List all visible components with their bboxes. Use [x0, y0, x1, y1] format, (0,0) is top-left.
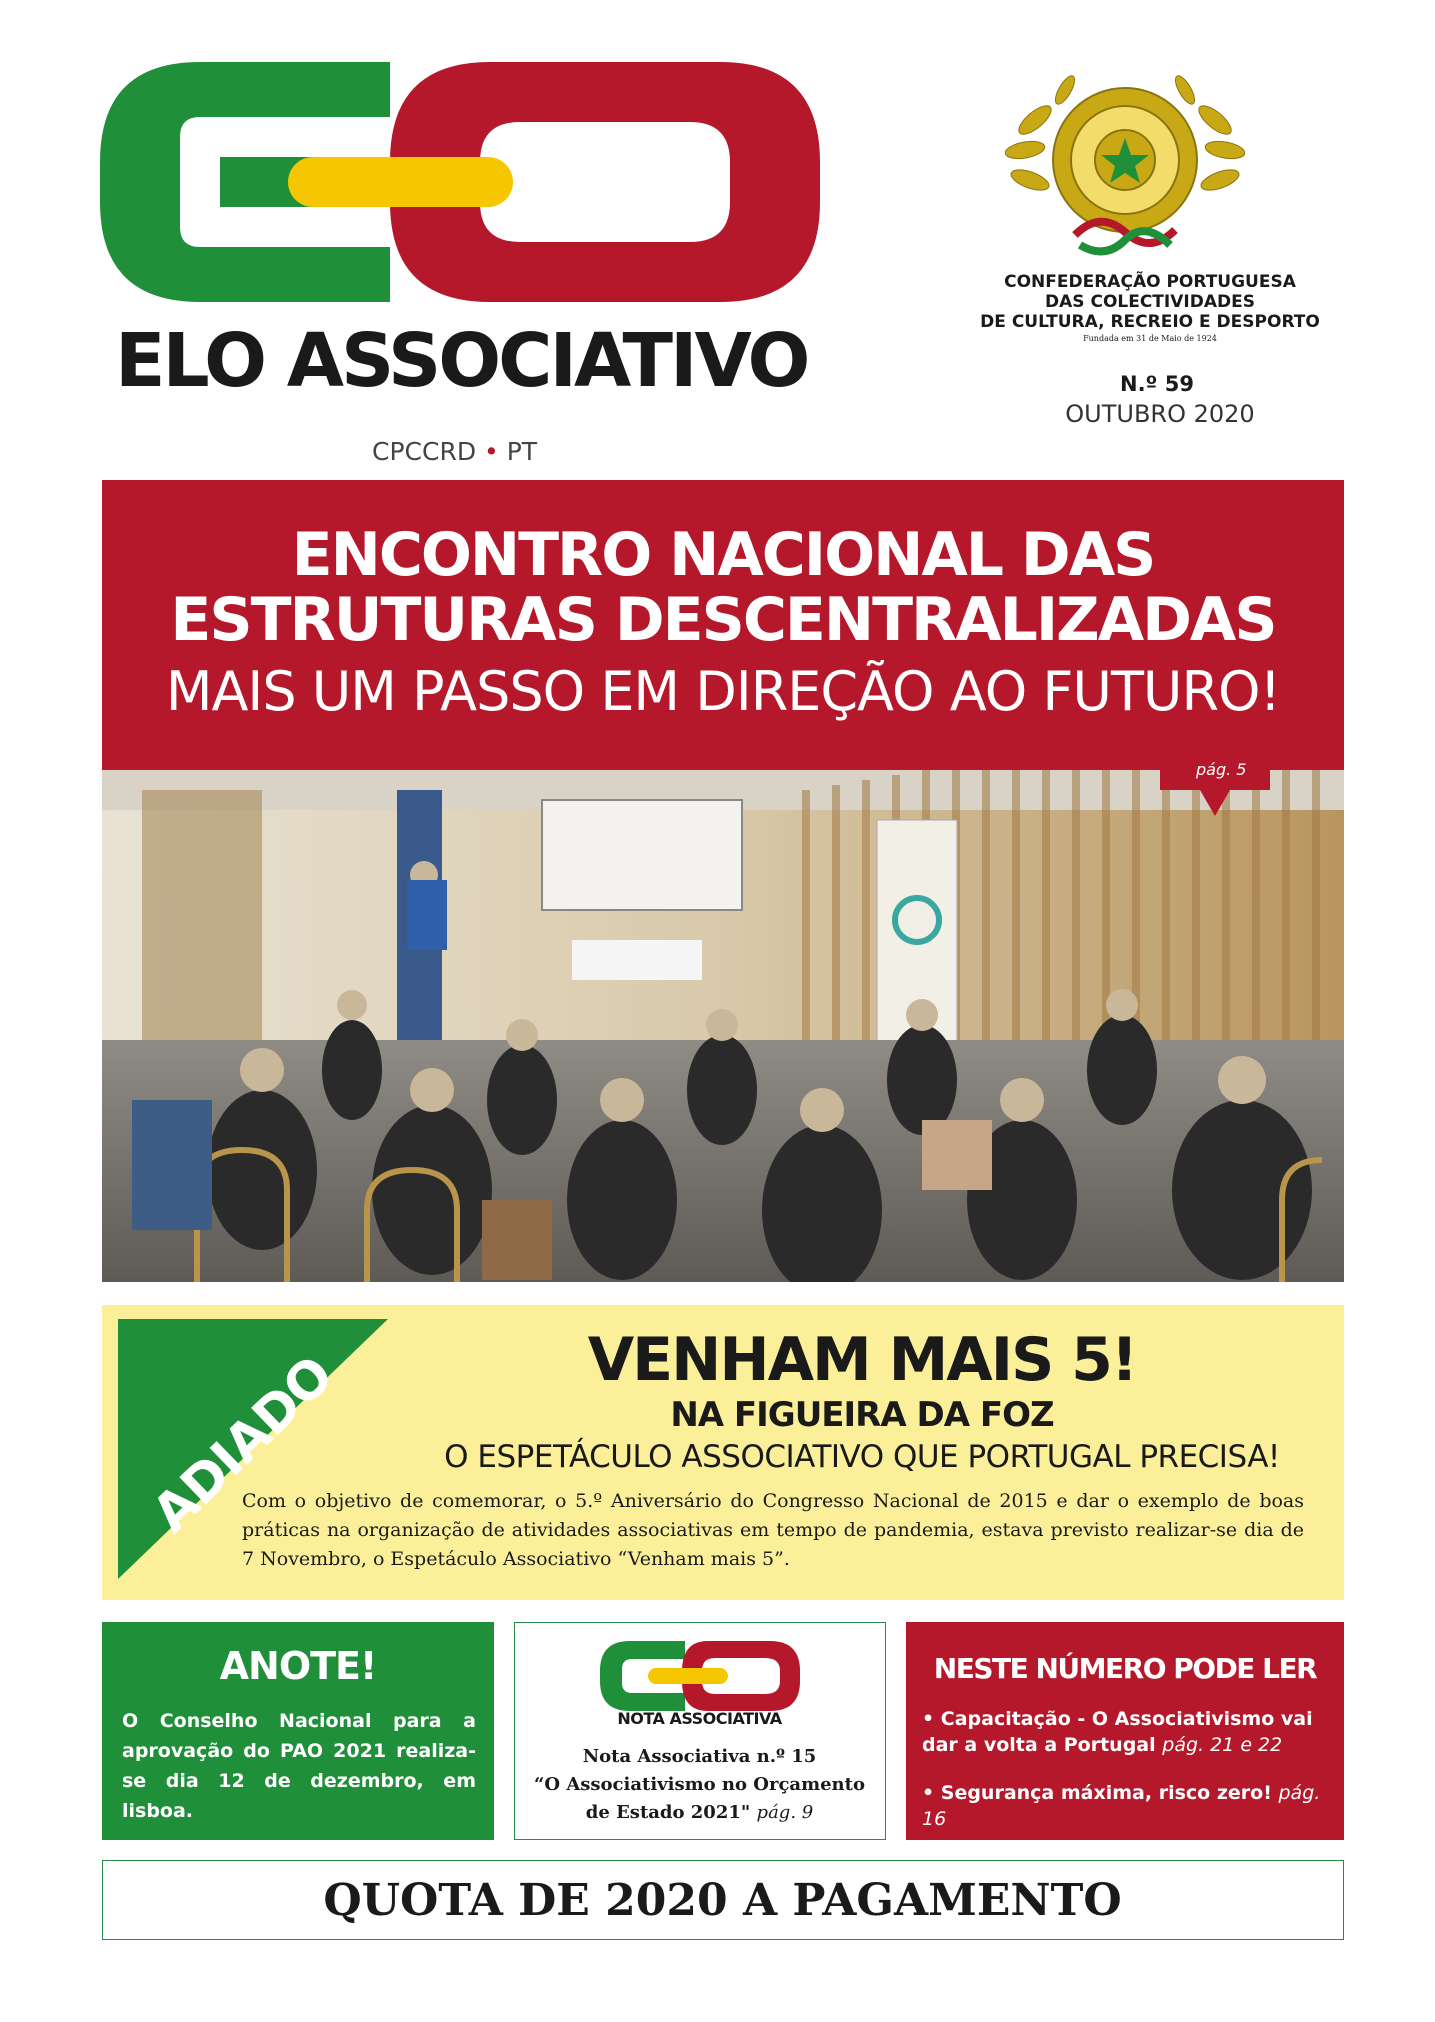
quota-notice-text: QUOTA DE 2020 A PAGAMENTO	[323, 1875, 1122, 1926]
founded-date: Fundada em 31 de Maio de 1924	[1083, 334, 1217, 343]
event-title: VENHAM MAIS 5!	[587, 1325, 1137, 1395]
organization-name: CONFEDERAÇÃO PORTUGUESA DAS COLECTIVIDADES DE CULTURA, RECREIO E DESPORTO Fundada em 31 de Maio de 1924	[955, 272, 1345, 346]
publication-site: CPCCRD • PT	[372, 437, 538, 466]
nota-associativa-wordmark: NOTA ASSOCIATIVA	[617, 1709, 782, 1728]
neste-numero-item: • Segurança máxima, risco zero! pág. 16	[922, 1782, 1321, 1830]
event-box	[102, 1305, 1344, 1600]
adiado-badge-text: ADIADO	[141, 1345, 345, 1545]
separator-dot: •	[484, 437, 499, 466]
issue-number: N.º 59	[1120, 372, 1194, 396]
nota-associativa-text: Nota Associativa n.º 15 “O Associativismo no Orçamento de Estado 2021" pág. 9	[534, 1746, 865, 1823]
headline-title-line1: ENCONTRO NACIONAL DAS	[291, 520, 1155, 590]
publication-title: ELO ASSOCIATIVO	[115, 318, 808, 404]
elo-associativo-logo	[100, 62, 820, 302]
headline-subtitle: MAIS UM PASSO EM DIREÇÃO AO FUTURO!	[165, 660, 1281, 723]
headline-page-ref: pág. 5	[1196, 760, 1247, 779]
neste-numero-item: • Capacitação - O Associativismo vai dar a volta a Portugal pág. 21 e 22	[922, 1708, 1313, 1756]
nota-associativa-box	[514, 1622, 886, 1840]
item-page-ref: pág. 21 e 22	[1162, 1734, 1283, 1756]
meeting-photo	[102, 770, 1344, 1282]
event-description: Com o objetivo de comemorar, o 5.º Aniversário do Congresso Nacional de 2015 e dar o exemplo de boas práticas na organização de atividades associativas em tempo de pandemia, estava previsto realizar-se dia de 7 Novembro, o Espetáculo Associativo “Venham mais 5”.	[242, 1490, 1304, 1570]
item-page-ref: pág. 16	[922, 1782, 1321, 1830]
anote-box	[102, 1622, 494, 1840]
headline-banner	[102, 480, 1344, 770]
headline-title-line2: ESTRUTURAS DESCENTRALIZADAS	[170, 585, 1276, 655]
anote-body: O Conselho Nacional para a aprovação do PAO 2021 realiza-se dia 12 de dezembro, em lisboa.	[122, 1710, 476, 1822]
anote-title: ANOTE!	[219, 1644, 377, 1688]
issue-date: OUTUBRO 2020	[1065, 400, 1255, 428]
nota-page-ref: pág. 9	[756, 1802, 814, 1823]
event-location: NA FIGUEIRA DA FOZ	[670, 1395, 1054, 1435]
confederation-emblem	[1005, 60, 1245, 270]
event-tagline: O ESPETÁCULO ASSOCIATIVO QUE PORTUGAL PRECISA!	[444, 1439, 1280, 1475]
quota-notice	[102, 1860, 1344, 1940]
neste-numero-title: NESTE NÚMERO PODE LER	[933, 1652, 1317, 1685]
nota-associativa-logo	[600, 1641, 800, 1711]
neste-numero-box	[906, 1622, 1344, 1840]
